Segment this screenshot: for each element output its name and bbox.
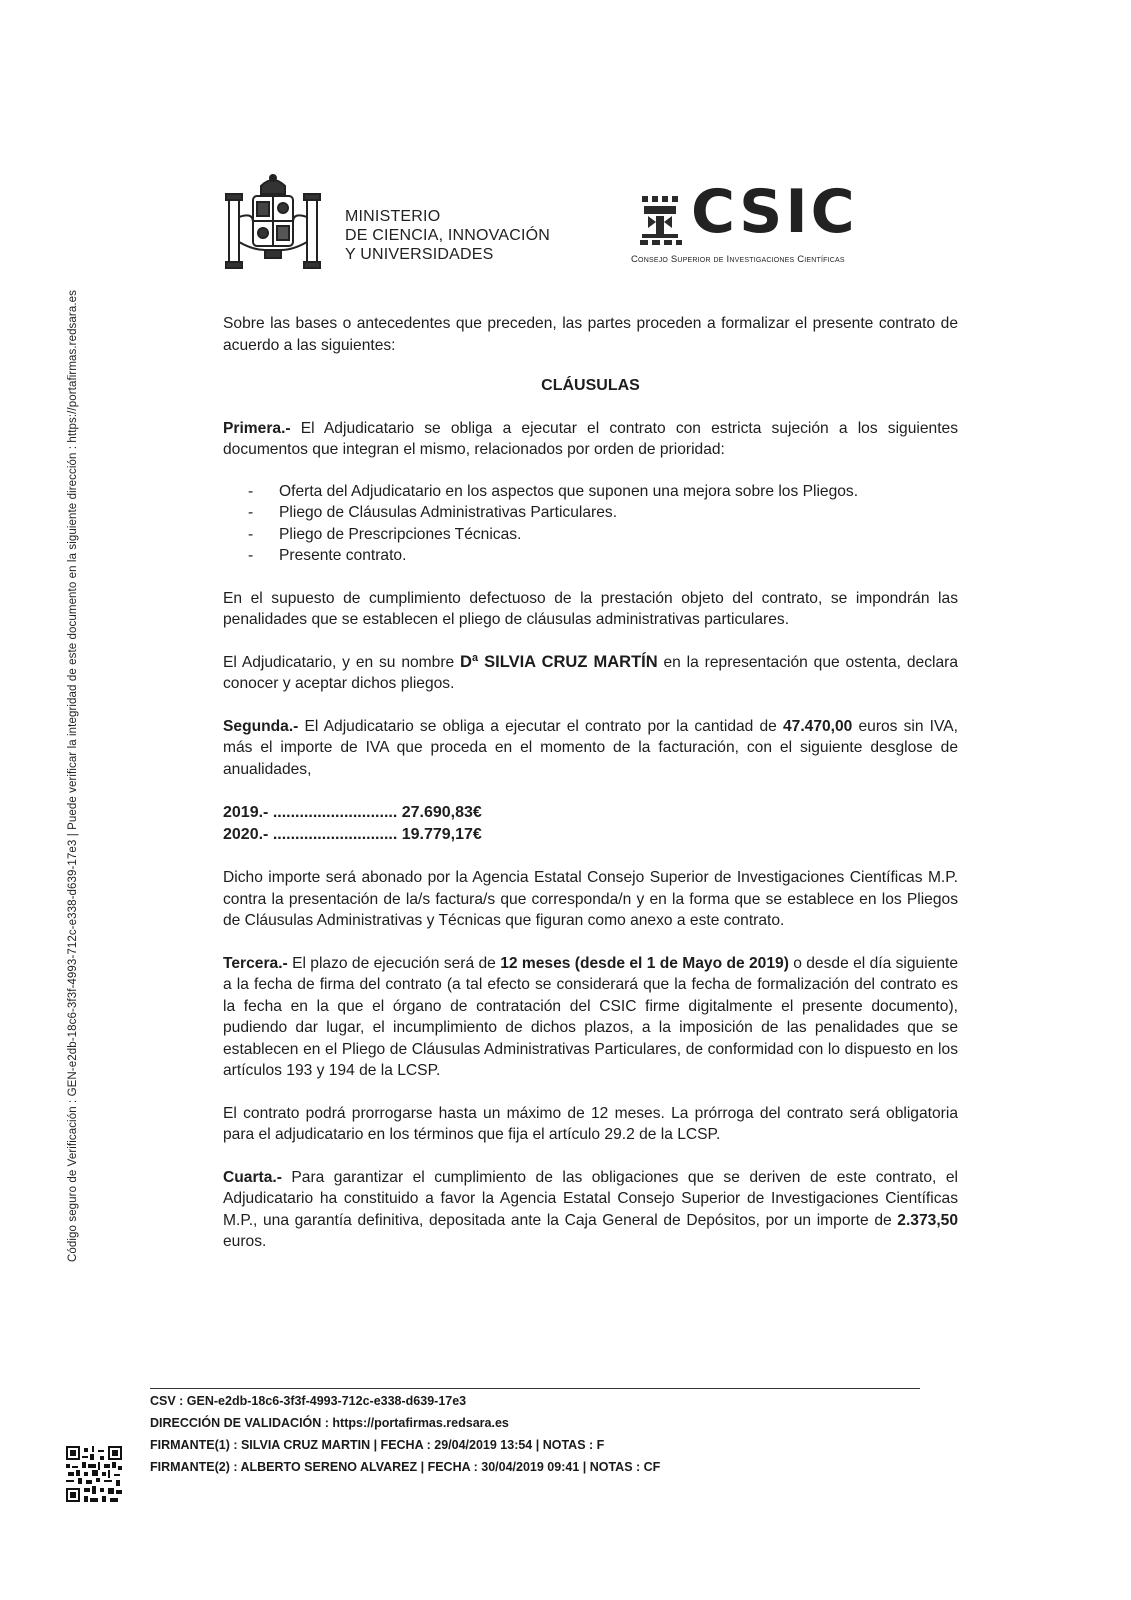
- prorroga-paragraph: El contrato podrá prorrogarse hasta un máximo de 12 meses. La prórroga del contrato será obligatoria para el adjudicatario en los términos que fija el artículo 29.2 de la LCSP.: [223, 1104, 958, 1143]
- primera-label: Primera.-: [223, 419, 291, 437]
- adjudicatario-name: Dª SILVIA CRUZ MARTÍN: [460, 652, 658, 671]
- firmante-1-line: FIRMANTE(1) : SILVIA CRUZ MARTIN | FECHA : 29/04/2019 13:54 | NOTAS : F: [150, 1438, 605, 1452]
- csic-emblem-icon: [638, 194, 686, 246]
- primera-text: El Adjudicatario se obliga a ejecutar el contrato con estricta sujeción a los siguientes documentos que integran el mismo, relacionados por orden de prioridad:: [223, 419, 958, 458]
- tercera-label: Tercera.-: [223, 954, 288, 972]
- csv-line: CSV : GEN-e2db-18c6-3f3f-4993-712c-e338-d639-17e3: [150, 1394, 467, 1408]
- cuarta-label: Cuarta.-: [223, 1168, 282, 1186]
- verification-side-text: Código seguro de Verificación : GEN-e2db-18c6-3f3f-4993-712c-e338-d639-17e3 | Puede verificar la integridad de este documento en la siguiente dirección : https://portafirmas.redsara.es: [67, 290, 79, 1262]
- tercera-paragraph: Tercera.- El plazo de ejecución será de 12 meses (desde el 1 de Mayo de 2019) o desde el día siguiente a la fecha de firma del contrato (a tal efecto se considerará que la fecha de formalización del contrato es la fecha en la que el órgano de contratación del CSIC firme digitalmente el presente documento), pudiendo dar lugar, el incumplimiento de dichos plazos, a la imposición de las penalidades que se establecen en el Pliego de Cláusulas Administrativas Particulares, de conformidad con lo dispuesto en los artículos 193 y 194 de la LCSP.: [223, 954, 959, 1079]
- list-item: - Oferta del Adjudicatario en los aspectos que suponen una mejora sobre los Pliegos.: [248, 482, 859, 500]
- list-item: - Pliego de Cláusulas Administrativas Particulares.: [248, 504, 618, 521]
- priority-documents-list: [223, 481, 958, 567]
- list-item: - Pliego de Prescripciones Técnicas.: [248, 525, 522, 543]
- signature-footer: [150, 1390, 930, 1478]
- qr-code-icon: [66, 1446, 122, 1502]
- segunda-paragraph: Segunda.- El Adjudicatario se obliga a ejecutar el contrato por la cantidad de 47.470,00 euros sin IVA, más el importe de IVA que proceda en el momento de la facturación, con el siguiente desglose de anualidades,: [223, 717, 958, 778]
- intro-paragraph: Sobre las bases o antecedentes que preceden, las partes proceden a formalizar el presente contrato de acuerdo a las siguientes:: [223, 315, 958, 354]
- footer-divider: [150, 1388, 920, 1389]
- anualidades-table: [223, 802, 958, 845]
- contract-body: [223, 313, 958, 1253]
- coat-of-arms-icon: [223, 172, 323, 272]
- cuarta-paragraph: Cuarta.- Para garantizar el cumplimiento de las obligaciones que se deriven de este contrato, el Adjudicatario ha constituido a favor la Agencia Estatal Consejo Superior de Investigaciones Científicas M.P., una garantía definitiva, depositada ante la Caja General de Depósitos, por un importe de 2.373,50 euros.: [223, 1168, 958, 1250]
- csic-logo-text: CSIC: [691, 177, 858, 247]
- cuarta-amount: 2.373,50: [897, 1211, 958, 1229]
- ministerio-line-2: DE CIENCIA, INNOVACIÓN: [345, 227, 551, 244]
- firmante-2-line: FIRMANTE(2) : ALBERTO SERENO ALVAREZ | FECHA : 30/04/2019 09:41 | NOTAS : CF: [150, 1460, 661, 1474]
- ministerio-line-1: MINISTERIO: [345, 208, 441, 225]
- csic-subtitle: Consejo Superior de Investigaciones Científicas: [631, 254, 845, 265]
- validation-address-line: DIRECCIÓN DE VALIDACIÓN : https://portafirmas.redsara.es: [150, 1416, 509, 1430]
- penalidades-paragraph: En el supuesto de cumplimiento defectuoso de la prestación objeto del contrato, se impondrán las penalidades que se establecen el pliego de cláusulas administrativas particulares.: [223, 589, 958, 628]
- primera-paragraph: [223, 418, 958, 461]
- anualidad-row: 2020.- ............................ 19.779,17€: [223, 825, 482, 843]
- ministerio-line-3: Y UNIVERSIDADES: [345, 246, 494, 263]
- list-item: - Presente contrato.: [248, 547, 407, 564]
- ministerio-name: [345, 207, 550, 264]
- tercera-plazo: 12 meses (desde el 1 de Mayo de 2019): [500, 954, 789, 972]
- segunda-label: Segunda.-: [223, 717, 299, 735]
- adjudicatario-paragraph: El Adjudicatario, y en su nombre Dª SILVIA CRUZ MARTÍN en la representación que ostenta, declara conocer y aceptar dichos pliegos.: [223, 652, 958, 692]
- clauses-title: CLÁUSULAS: [541, 377, 640, 394]
- segunda-amount: 47.470,00: [782, 717, 853, 735]
- letterhead: [223, 172, 913, 272]
- anualidad-row: 2019.- ............................ 27.690,83€: [223, 804, 482, 821]
- abono-paragraph: Dicho importe será abonado por la Agencia Estatal Consejo Superior de Investigaciones Científicas M.P. contra la presentación de la/s factura/s que corresponda/n y en la forma que se establece en los Pliegos de Cláusulas Administrativas y Técnicas que figuran como anexo a este contrato.: [223, 869, 958, 929]
